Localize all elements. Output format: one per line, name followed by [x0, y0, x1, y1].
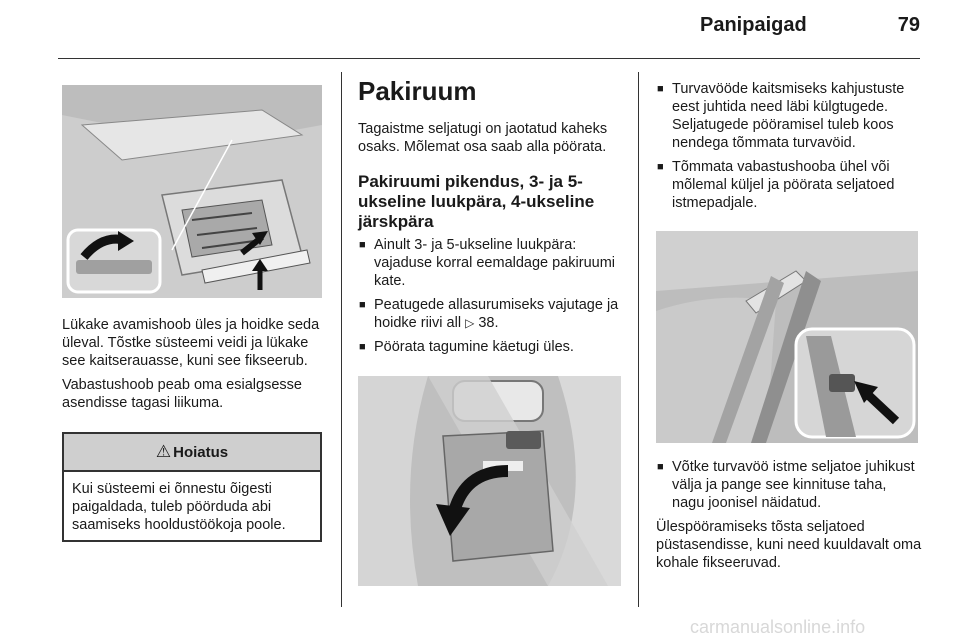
- list-item: ■ Peatugede allasurumiseks vajutage ja hoidke riivi all ▷ 38.: [358, 296, 624, 332]
- bullet-list: [358, 236, 624, 356]
- page-reference: 38.: [478, 315, 499, 331]
- warning-header: [64, 434, 320, 472]
- page-number: 79: [897, 14, 920, 36]
- subheading: Pakiruumi pikendus, 3- ja 5-ukseline luukpära, 4-ukseline järskpära: [358, 172, 595, 231]
- warning-title: Hoiatus: [173, 443, 229, 461]
- column-divider-right: [638, 72, 639, 607]
- rear-carrier-illustration: [62, 85, 322, 298]
- warning-triangle-icon: ⚠: [155, 442, 172, 461]
- intro-paragraph: Tagaistme seljatugi on jaotatud kaheks osaks. Mõlemat osa saab alla pöörata.: [358, 121, 608, 155]
- warning-body: Kui süsteemi ei õnnestu õigesti paigaldada, tuleb pöörduda abi saamiseks hooldustöökoja poole.: [72, 481, 286, 533]
- left-text-block: [62, 316, 327, 418]
- list-item: ■ Tõmmata vabastushooba ühel või mõlemal küljel ja pöörata seljatoed istmepadjale.: [656, 158, 922, 212]
- bullet-list: [656, 458, 922, 512]
- reference-arrow-icon: ▷: [465, 316, 475, 330]
- armrest-illustration: [358, 376, 621, 586]
- list-item: ■ Pöörata tagumine käetugi üles.: [358, 338, 624, 356]
- warning-box: [62, 432, 322, 542]
- list-item: ■ Turvavööde kaitsmiseks kahjustuste eest juhtida need läbi külgtugede. Seljatugede pööramisel tuleb koos nendega tõmmata turvavöid.: [656, 80, 922, 152]
- closing-paragraph: Ülespööramiseks tõsta seljatoed püstasendisse, kuni need kuuldavalt oma kohale fikseeruvad.: [656, 519, 922, 571]
- watermark: carmanualsonline.info: [690, 617, 866, 637]
- list-item: ■ Võtke turvavöö istme seljatoe juhikust välja ja pange see kinnituse taha, nagu joonisel näidatud.: [656, 458, 922, 512]
- right-text-block-bottom: [656, 458, 922, 578]
- paragraph: Lükake avamishoob üles ja hoidke seda üleval. Tõstke süsteemi veidi ja lükake see kaitserauasse, kuni see fikseerub.: [62, 317, 320, 369]
- column-divider-left: [341, 72, 342, 607]
- seat-belt-illustration: [656, 231, 918, 443]
- bullet-list: [656, 80, 922, 212]
- right-text-block-top: [656, 80, 922, 218]
- header-rule: [58, 58, 920, 59]
- page-header-title: Panipaigad: [700, 14, 807, 36]
- list-item: ■ Ainult 3- ja 5-ukseline luukpära: vajaduse korral eemaldage pakiruumi kate.: [358, 236, 624, 290]
- section-title: Pakiruum: [358, 76, 477, 106]
- paragraph: Vabastushoob peab oma esialgsesse asendisse tagasi liikuma.: [62, 377, 302, 411]
- middle-text-block: [358, 76, 624, 362]
